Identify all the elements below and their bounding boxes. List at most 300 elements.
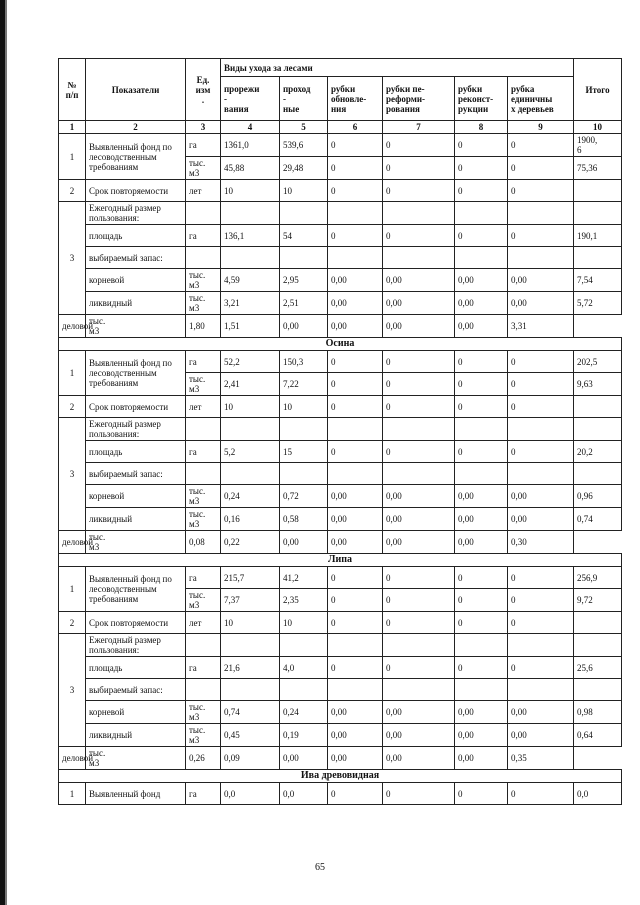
- row-label: Выявленный фонд по лесоводственным требованиям: [86, 134, 186, 180]
- value-single-trees: [508, 247, 574, 269]
- value-total: [574, 463, 622, 485]
- value-total: [574, 247, 622, 269]
- value-passing: 2,51: [280, 292, 328, 315]
- value-total: 0,0: [574, 783, 622, 805]
- column-number: 1: [59, 121, 86, 134]
- value-reformation: 0,00: [383, 269, 455, 292]
- value-passing: [280, 202, 328, 225]
- value-reformation: 0,00: [328, 531, 383, 554]
- value-passing: 29,48: [280, 157, 328, 180]
- table-row: [59, 634, 622, 657]
- header-reconstruction: рубки реконст- рукции: [455, 77, 508, 121]
- value-passing: [280, 679, 328, 701]
- row-label: деловой: [59, 315, 86, 338]
- value-single-trees: 0,00: [508, 269, 574, 292]
- value-single-trees: 0: [508, 225, 574, 247]
- row-unit: лет: [186, 612, 221, 634]
- value-total: 75,36: [574, 157, 622, 180]
- header-passing: проход - ные: [280, 77, 328, 121]
- value-single-trees: 0: [508, 180, 574, 202]
- value-reconstruction: 0,00: [455, 701, 508, 724]
- value-renewal: 0: [328, 157, 383, 180]
- value-thinning: [221, 418, 280, 441]
- column-number: 8: [455, 121, 508, 134]
- row-number: 3: [59, 202, 86, 315]
- value-single-trees: 0,00: [455, 747, 508, 770]
- value-reformation: [383, 202, 455, 225]
- value-total: 0,30: [508, 531, 574, 554]
- row-unit: тыс. м3: [186, 485, 221, 508]
- value-renewal: 0,00: [328, 485, 383, 508]
- value-single-trees: 0: [508, 134, 574, 157]
- row-unit: тыс. м3: [86, 315, 186, 338]
- value-thinning: 3,21: [221, 292, 280, 315]
- value-reformation: 0: [383, 657, 455, 679]
- column-number: 6: [328, 121, 383, 134]
- row-unit: га: [186, 351, 221, 373]
- value-reformation: 0,00: [383, 724, 455, 747]
- value-renewal: 0,00: [328, 724, 383, 747]
- value-renewal: 0,00: [280, 747, 328, 770]
- value-reformation: 0: [383, 612, 455, 634]
- value-passing: 54: [280, 225, 328, 247]
- value-reformation: 0: [383, 180, 455, 202]
- table-row: [59, 701, 622, 724]
- value-reconstruction: 0: [455, 157, 508, 180]
- value-reformation: [383, 679, 455, 701]
- section-title: Осина: [59, 338, 622, 351]
- value-reconstruction: 0: [455, 657, 508, 679]
- row-unit: тыс. м3: [186, 373, 221, 396]
- table-row: [59, 134, 622, 157]
- value-passing: 0,0: [280, 783, 328, 805]
- value-passing: 2,35: [280, 589, 328, 612]
- value-thinning: 10: [221, 180, 280, 202]
- row-label: Выявленный фонд по лесоводственным требованиям: [86, 567, 186, 612]
- value-passing: 10: [280, 180, 328, 202]
- value-reformation: 0,00: [328, 315, 383, 338]
- row-label: корневой: [86, 485, 186, 508]
- value-thinning: 5,2: [221, 441, 280, 463]
- row-label: Выявленный фонд по лесоводственным требованиям: [86, 351, 186, 396]
- row-unit: га: [186, 134, 221, 157]
- value-renewal: 0: [328, 351, 383, 373]
- value-renewal: [328, 202, 383, 225]
- value-reformation: 0: [383, 567, 455, 589]
- value-passing: 150,3: [280, 351, 328, 373]
- value-reconstruction: 0,00: [455, 269, 508, 292]
- value-single-trees: 0,00: [508, 508, 574, 531]
- row-unit: лет: [186, 180, 221, 202]
- column-number: 7: [383, 121, 455, 134]
- value-renewal: [328, 463, 383, 485]
- value-renewal: 0,00: [280, 315, 328, 338]
- value-passing: 4,0: [280, 657, 328, 679]
- header-unit: Ед. изм .: [186, 59, 221, 121]
- table-row: [59, 269, 622, 292]
- row-label: деловой: [59, 531, 86, 554]
- column-number: 5: [280, 121, 328, 134]
- value-total: 202,5: [574, 351, 622, 373]
- row-unit: [186, 634, 221, 657]
- value-single-trees: 0: [508, 351, 574, 373]
- value-single-trees: 0,00: [455, 531, 508, 554]
- scan-edge-shadow: [5, 0, 7, 905]
- value-passing: 7,22: [280, 373, 328, 396]
- value-total: [574, 202, 622, 225]
- value-total: 0,74: [574, 508, 622, 531]
- value-thinning: 52,2: [221, 351, 280, 373]
- value-renewal: 0: [328, 225, 383, 247]
- header-care-types: Виды ухода за лесами: [221, 59, 574, 77]
- value-total: 7,54: [574, 269, 622, 292]
- value-reformation: 0: [383, 373, 455, 396]
- row-label: Ежегодный размер пользования:: [86, 634, 186, 657]
- value-single-trees: 0,00: [508, 701, 574, 724]
- value-thinning: [221, 247, 280, 269]
- row-unit: [186, 247, 221, 269]
- row-unit: [186, 202, 221, 225]
- value-reconstruction: 0: [455, 589, 508, 612]
- value-total: 0,35: [508, 747, 574, 770]
- row-label: выбираемый запас:: [86, 247, 186, 269]
- value-reformation: [383, 463, 455, 485]
- section-header-row: [59, 338, 622, 351]
- table-row: [59, 657, 622, 679]
- value-thinning: 45,88: [221, 157, 280, 180]
- value-thinning: 0,0: [221, 783, 280, 805]
- value-passing: 0,72: [280, 485, 328, 508]
- value-reformation: 0: [383, 441, 455, 463]
- row-unit: га: [186, 225, 221, 247]
- row-label: площадь: [86, 225, 186, 247]
- value-total: 0,98: [574, 701, 622, 724]
- row-unit: лет: [186, 396, 221, 418]
- value-renewal: 0,00: [328, 269, 383, 292]
- value-total: [574, 634, 622, 657]
- row-unit: тыс. м3: [186, 269, 221, 292]
- row-unit: тыс. м3: [86, 531, 186, 554]
- value-renewal: 0,00: [280, 531, 328, 554]
- row-label: деловой: [59, 747, 86, 770]
- value-reconstruction: 0,00: [383, 315, 455, 338]
- table-row: [59, 724, 622, 747]
- header-reformation: рубки пе- реформи- рования: [383, 77, 455, 121]
- value-reformation: 0,00: [383, 701, 455, 724]
- value-reconstruction: 0: [455, 373, 508, 396]
- value-total: 25,6: [574, 657, 622, 679]
- value-renewal: 0,00: [328, 292, 383, 315]
- value-reformation: [383, 634, 455, 657]
- value-reconstruction: 0: [455, 225, 508, 247]
- page-number: 65: [315, 862, 325, 873]
- value-reconstruction: 0,00: [383, 531, 455, 554]
- row-unit: [186, 679, 221, 701]
- header-single-trees: рубка единичны х деревьев: [508, 77, 574, 121]
- value-reconstruction: 0,00: [455, 292, 508, 315]
- value-single-trees: 0: [508, 589, 574, 612]
- column-number: 3: [186, 121, 221, 134]
- section-title: Липа: [59, 554, 622, 567]
- table-row: [59, 531, 622, 554]
- value-reconstruction: 0: [455, 134, 508, 157]
- value-reconstruction: 0: [455, 612, 508, 634]
- value-single-trees: 0,00: [508, 292, 574, 315]
- value-passing: 0,19: [280, 724, 328, 747]
- value-total: 0,64: [574, 724, 622, 747]
- row-number: 2: [59, 396, 86, 418]
- value-total: 9,72: [574, 589, 622, 612]
- value-passing: 0,09: [221, 747, 280, 770]
- value-renewal: [328, 679, 383, 701]
- value-thinning: 0,16: [221, 508, 280, 531]
- row-label: Выявленный фонд: [86, 783, 186, 805]
- value-renewal: 0: [328, 134, 383, 157]
- value-reconstruction: [455, 634, 508, 657]
- value-total: 9,63: [574, 373, 622, 396]
- row-label: ликвидный: [86, 724, 186, 747]
- value-thinning: 4,59: [221, 269, 280, 292]
- value-reformation: 0: [383, 396, 455, 418]
- value-thinning: 0,08: [186, 531, 221, 554]
- column-number: 10: [574, 121, 622, 134]
- header-total: Итого: [574, 59, 622, 121]
- value-total: 1900, 6: [574, 134, 622, 157]
- table-row: [59, 292, 622, 315]
- value-total: 256,9: [574, 567, 622, 589]
- value-total: [574, 418, 622, 441]
- row-unit: га: [186, 783, 221, 805]
- value-passing: 0,22: [221, 531, 280, 554]
- value-renewal: [328, 247, 383, 269]
- row-number: 1: [59, 783, 86, 805]
- value-thinning: 1361,0: [221, 134, 280, 157]
- value-single-trees: 0: [508, 567, 574, 589]
- value-renewal: 0: [328, 396, 383, 418]
- row-label: площадь: [86, 657, 186, 679]
- row-unit: [186, 418, 221, 441]
- table-row: [59, 441, 622, 463]
- value-passing: 0,58: [280, 508, 328, 531]
- value-passing: 0,24: [280, 701, 328, 724]
- row-label: площадь: [86, 441, 186, 463]
- table-row: [59, 315, 622, 338]
- row-label: корневой: [86, 269, 186, 292]
- value-reconstruction: 0: [455, 567, 508, 589]
- value-single-trees: 0: [508, 441, 574, 463]
- row-label: Ежегодный размер пользования:: [86, 202, 186, 225]
- row-unit: тыс. м3: [186, 724, 221, 747]
- table-row: [59, 418, 622, 441]
- value-passing: 10: [280, 396, 328, 418]
- value-renewal: 0: [328, 567, 383, 589]
- value-thinning: [221, 463, 280, 485]
- value-single-trees: 0: [508, 396, 574, 418]
- value-renewal: [328, 418, 383, 441]
- value-reconstruction: 0: [455, 396, 508, 418]
- table-row: [59, 180, 622, 202]
- value-reformation: 0,00: [383, 485, 455, 508]
- value-reconstruction: [455, 202, 508, 225]
- value-passing: [280, 634, 328, 657]
- section-title: Ива древовидная: [59, 770, 622, 783]
- value-renewal: 0: [328, 589, 383, 612]
- row-unit: га: [186, 567, 221, 589]
- row-unit: тыс. м3: [186, 701, 221, 724]
- row-number: 1: [59, 567, 86, 612]
- value-renewal: 0,00: [328, 508, 383, 531]
- value-thinning: [221, 202, 280, 225]
- section-header-row: [59, 770, 622, 783]
- value-passing: 2,95: [280, 269, 328, 292]
- value-reconstruction: 0,00: [455, 724, 508, 747]
- value-renewal: 0,00: [328, 701, 383, 724]
- value-reconstruction: 0: [455, 783, 508, 805]
- value-single-trees: [508, 202, 574, 225]
- row-label: выбираемый запас:: [86, 679, 186, 701]
- table-row: [59, 747, 622, 770]
- value-single-trees: 0: [508, 157, 574, 180]
- header-renewal: рубки обновле- ния: [328, 77, 383, 121]
- row-label: Срок повторяемости: [86, 612, 186, 634]
- column-number: 4: [221, 121, 280, 134]
- table-row: [59, 396, 622, 418]
- value-total: 0,96: [574, 485, 622, 508]
- table-row: [59, 463, 622, 485]
- value-renewal: 0: [328, 373, 383, 396]
- value-thinning: 215,7: [221, 567, 280, 589]
- value-total: [574, 612, 622, 634]
- value-reconstruction: 0,00: [383, 747, 455, 770]
- value-total: 190,1: [574, 225, 622, 247]
- value-thinning: 2,41: [221, 373, 280, 396]
- value-single-trees: [508, 463, 574, 485]
- table-row: [59, 783, 622, 805]
- value-single-trees: 0: [508, 612, 574, 634]
- value-reformation: 0,00: [328, 747, 383, 770]
- value-single-trees: 0,00: [508, 485, 574, 508]
- column-number: 9: [508, 121, 574, 134]
- row-unit: тыс. м3: [86, 747, 186, 770]
- value-single-trees: 0: [508, 373, 574, 396]
- row-unit: тыс. м3: [186, 589, 221, 612]
- value-total: [574, 679, 622, 701]
- row-label: Срок повторяемости: [86, 180, 186, 202]
- value-passing: 15: [280, 441, 328, 463]
- value-reconstruction: 0,00: [455, 485, 508, 508]
- row-label: корневой: [86, 701, 186, 724]
- value-single-trees: 0,00: [508, 724, 574, 747]
- value-renewal: 0: [328, 441, 383, 463]
- row-number: 1: [59, 351, 86, 396]
- table-row: [59, 225, 622, 247]
- value-thinning: [221, 634, 280, 657]
- value-passing: [280, 418, 328, 441]
- value-total: 5,72: [574, 292, 622, 315]
- table-row: [59, 508, 622, 531]
- value-reformation: 0,00: [383, 292, 455, 315]
- row-number: 2: [59, 180, 86, 202]
- value-reconstruction: [455, 679, 508, 701]
- value-reformation: 0,00: [383, 508, 455, 531]
- row-number: 2: [59, 612, 86, 634]
- value-thinning: 136,1: [221, 225, 280, 247]
- value-reconstruction: 0: [455, 180, 508, 202]
- value-passing: [280, 247, 328, 269]
- value-thinning: 0,26: [186, 747, 221, 770]
- value-renewal: 0: [328, 783, 383, 805]
- value-thinning: 7,37: [221, 589, 280, 612]
- header-thinning: прорежи - вания: [221, 77, 280, 121]
- value-single-trees: 0,00: [455, 315, 508, 338]
- header-indicator: Показатели: [86, 59, 186, 121]
- row-unit: га: [186, 441, 221, 463]
- value-total: [574, 180, 622, 202]
- table-row: [59, 351, 622, 373]
- value-passing: 41,2: [280, 567, 328, 589]
- value-thinning: 0,45: [221, 724, 280, 747]
- value-reformation: 0: [383, 783, 455, 805]
- row-unit: тыс. м3: [186, 157, 221, 180]
- value-thinning: 0,74: [221, 701, 280, 724]
- value-single-trees: 0: [508, 783, 574, 805]
- row-number: 1: [59, 134, 86, 180]
- value-passing: 539,6: [280, 134, 328, 157]
- value-renewal: 0: [328, 657, 383, 679]
- value-single-trees: [508, 418, 574, 441]
- value-reformation: 0: [383, 589, 455, 612]
- value-passing: 1,51: [221, 315, 280, 338]
- forest-care-table: [58, 58, 622, 805]
- row-number: 3: [59, 634, 86, 747]
- value-passing: [280, 463, 328, 485]
- value-thinning: 0,24: [221, 485, 280, 508]
- value-total: [574, 396, 622, 418]
- row-unit: [186, 463, 221, 485]
- value-reformation: 0: [383, 351, 455, 373]
- value-reformation: 0: [383, 225, 455, 247]
- section-header-row: [59, 554, 622, 567]
- value-reconstruction: 0: [455, 441, 508, 463]
- row-label: Ежегодный размер пользования:: [86, 418, 186, 441]
- row-unit: тыс. м3: [186, 292, 221, 315]
- table-row: [59, 485, 622, 508]
- row-label: ликвидный: [86, 292, 186, 315]
- value-thinning: 21,6: [221, 657, 280, 679]
- value-single-trees: [508, 679, 574, 701]
- value-reconstruction: [455, 418, 508, 441]
- value-thinning: 10: [221, 612, 280, 634]
- value-reconstruction: 0,00: [455, 508, 508, 531]
- value-renewal: 0: [328, 612, 383, 634]
- row-label: ликвидный: [86, 508, 186, 531]
- value-reformation: [383, 247, 455, 269]
- value-reconstruction: [455, 463, 508, 485]
- header-num: № п/п: [59, 59, 86, 121]
- table-row: [59, 247, 622, 269]
- value-reformation: 0: [383, 134, 455, 157]
- row-number: 3: [59, 418, 86, 531]
- value-total: 3,31: [508, 315, 574, 338]
- value-reconstruction: [455, 247, 508, 269]
- value-single-trees: [508, 634, 574, 657]
- value-reconstruction: 0: [455, 351, 508, 373]
- table-row: [59, 679, 622, 701]
- value-reformation: [383, 418, 455, 441]
- table-row: [59, 202, 622, 225]
- value-renewal: [328, 634, 383, 657]
- column-number: 2: [86, 121, 186, 134]
